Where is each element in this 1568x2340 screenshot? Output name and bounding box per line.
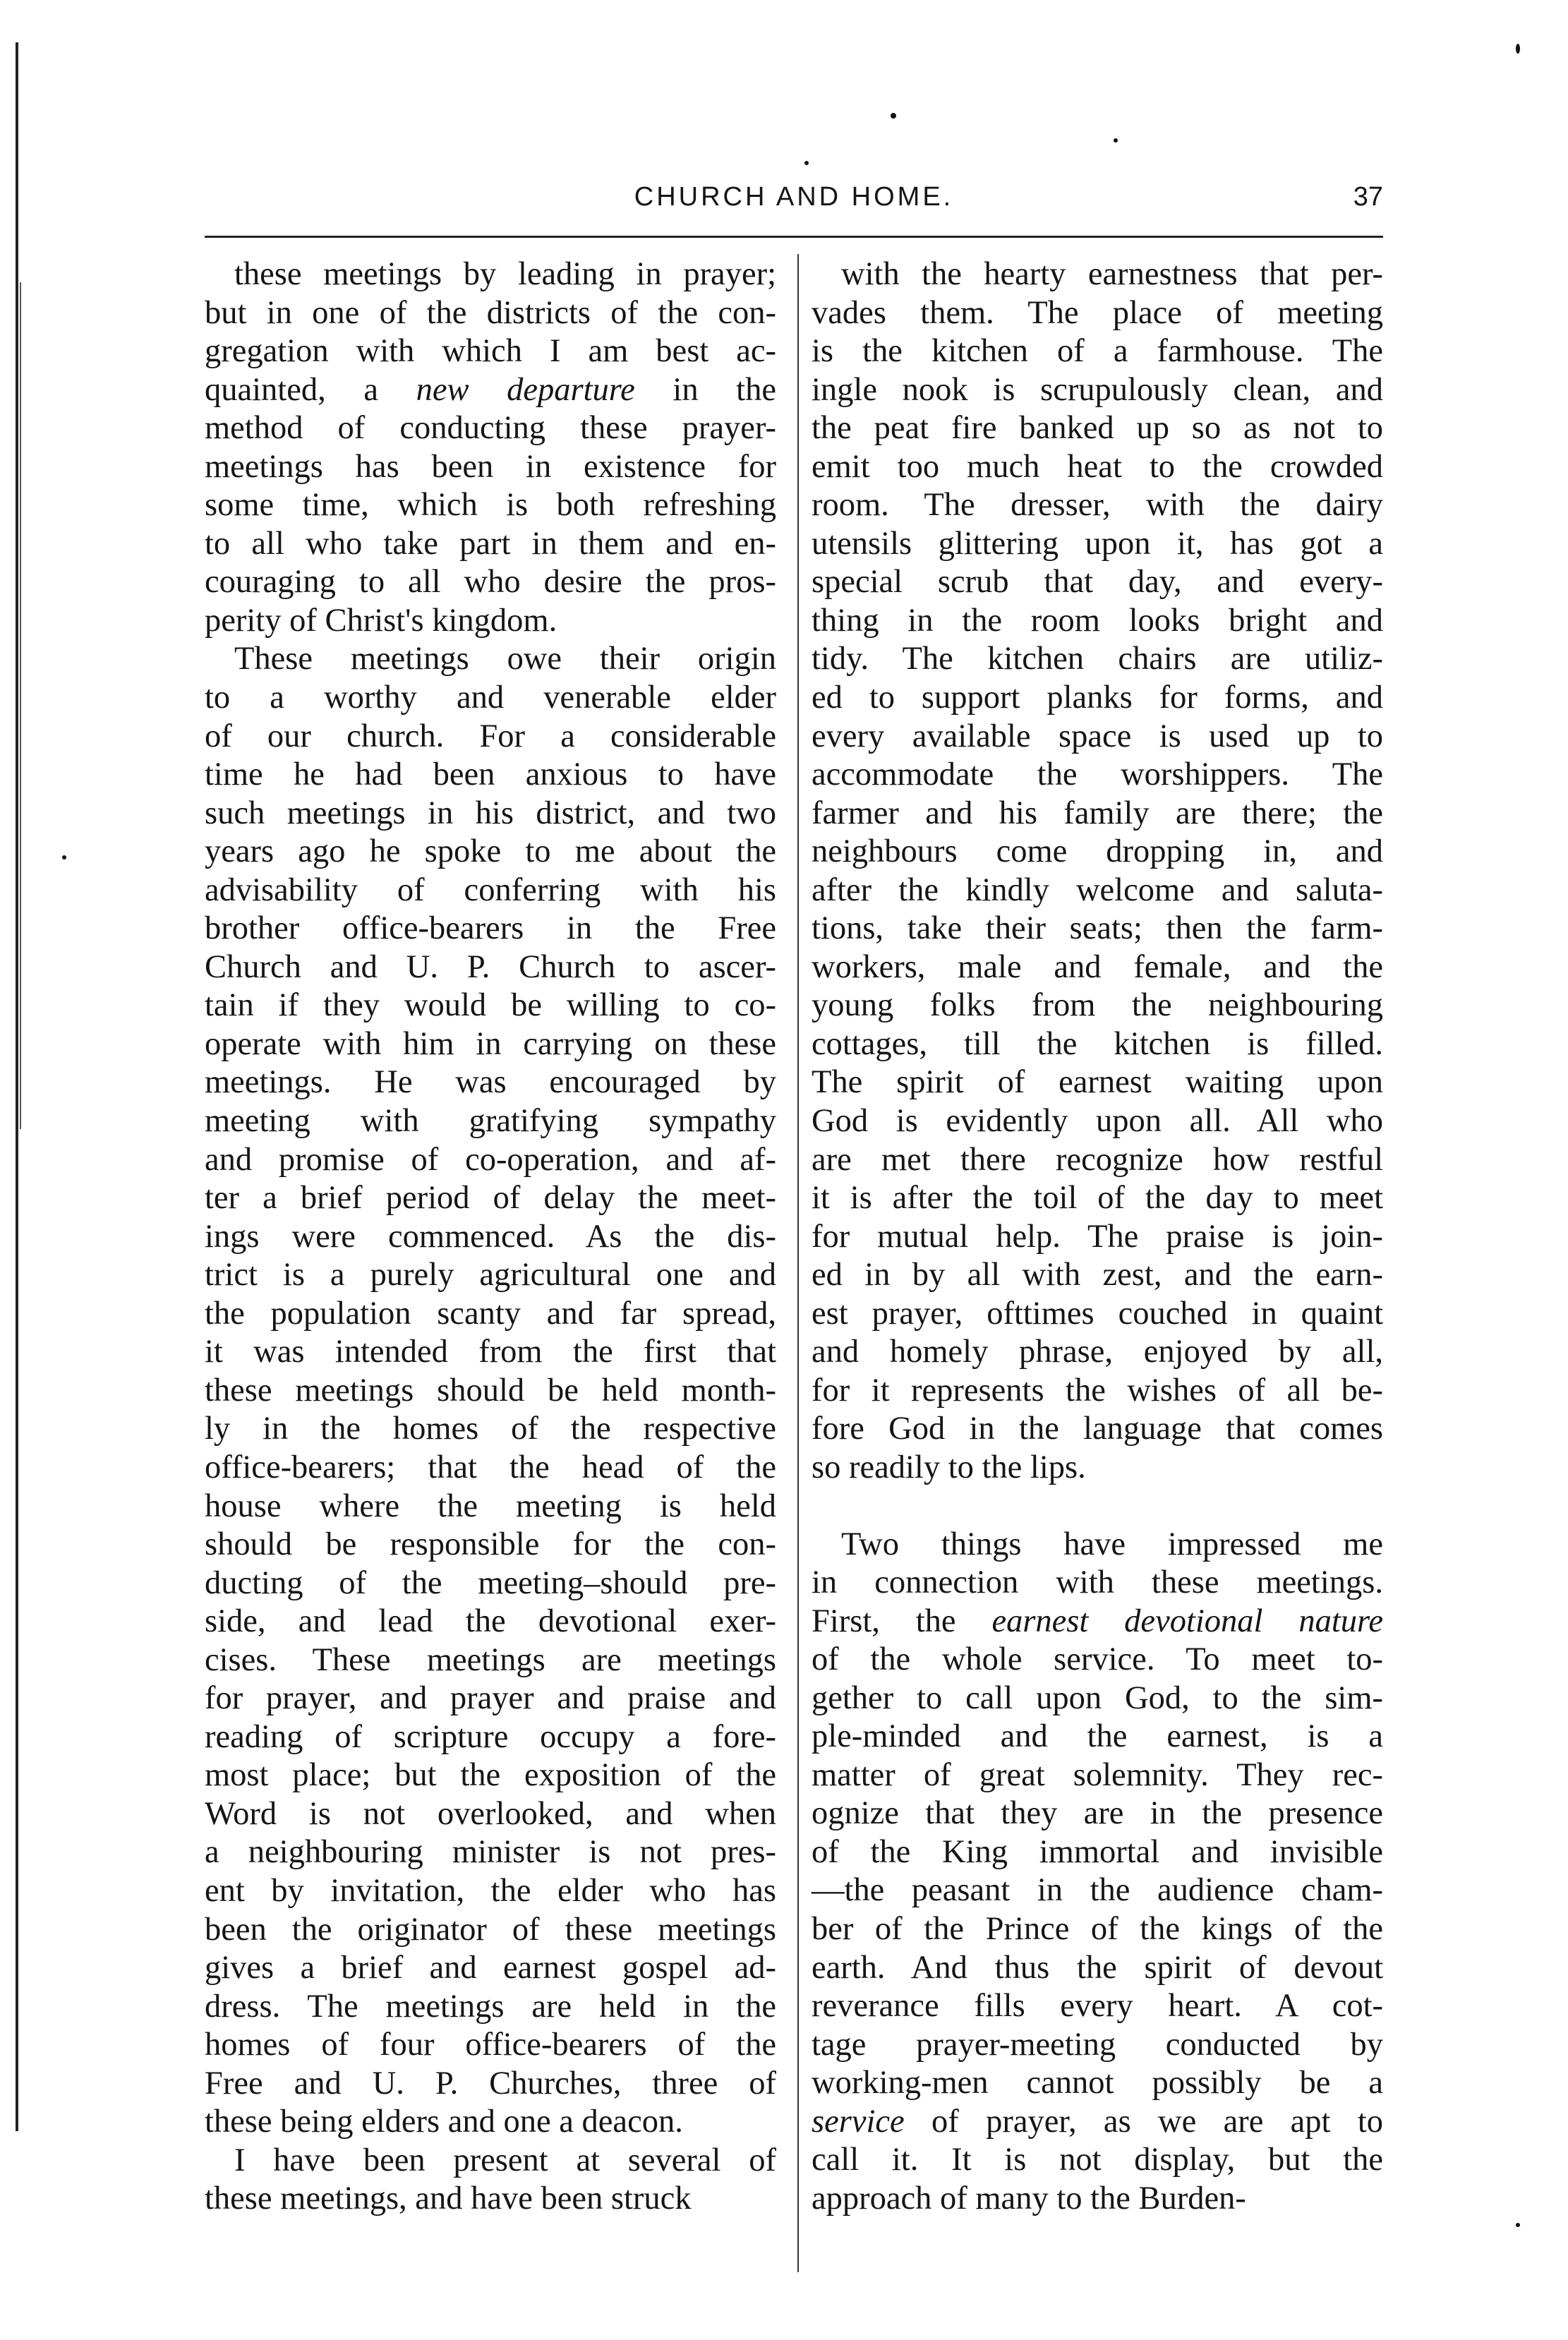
text-line: meetings. He was encouraged by	[205, 1064, 776, 1101]
text-line: est prayer, ofttimes couched in quaint	[812, 1295, 1383, 1332]
text-line: and promise of co-operation, and af-	[205, 1141, 776, 1178]
scan-speck	[1516, 2223, 1520, 2227]
text-line: God is evidently upon all. All who	[812, 1103, 1383, 1140]
scan-speck	[1114, 138, 1118, 143]
text-line: the peat fire banked up so as not to	[812, 410, 1383, 447]
text-line: operate with him in carrying on these	[205, 1025, 776, 1062]
text-line: —the peasant in the audience cham-	[812, 1872, 1383, 1909]
text-line: ed to support planks for forms, and	[812, 680, 1383, 716]
text-line: method of conducting these prayer-	[205, 410, 776, 447]
text-line: The spirit of earnest waiting upon	[812, 1064, 1383, 1101]
text-line: ings were commenced. As the dis-	[205, 1218, 776, 1255]
text-line: These meetings owe their origin	[234, 641, 776, 677]
text-line: gether to call upon God, to the sim-	[812, 1679, 1383, 1716]
text-line: trict is a purely agricultural one and	[205, 1257, 776, 1293]
page-header	[205, 182, 1383, 224]
text-line: special scrub that day, and every-	[812, 564, 1383, 601]
paragraph	[812, 255, 1383, 1488]
text-line: every available space is used up to	[812, 718, 1383, 754]
text-line: earth. And thus the spirit of devout	[812, 1949, 1383, 1986]
text-line: these being elders and one a deacon.	[205, 2104, 683, 2140]
text-line: gregation with which I am best ac-	[205, 333, 776, 370]
text-line: emit too much heat to the crowded	[812, 448, 1383, 485]
text-line: is the kitchen of a farmhouse. The	[812, 333, 1383, 370]
right-column	[812, 255, 1383, 2218]
text-line: to all who take part in them and en-	[205, 525, 776, 562]
text-line: so readily to the lips.	[812, 1449, 1086, 1485]
paragraph-gap	[812, 1488, 1383, 1526]
text-line: and homely phrase, enjoyed by all,	[812, 1334, 1383, 1370]
text-line: tions, take their seats; then the farm-	[812, 910, 1383, 947]
text-line: meetings has been in existence for	[205, 448, 776, 485]
text-line: room. The dresser, with the dairy	[812, 487, 1383, 524]
text-line: reverance fills every heart. A cot-	[812, 1988, 1383, 2025]
text-line: ter a brief period of delay the meet-	[205, 1180, 776, 1217]
text-line: house where the meeting is held	[205, 1488, 776, 1524]
text-line: dress. The meetings are held in the	[205, 1988, 776, 2025]
header-rule	[205, 236, 1383, 238]
text-line: should be responsible for the con-	[205, 1526, 776, 1563]
text-line: ed in by all with zest, and the earn-	[812, 1257, 1383, 1293]
text-line: for it represents the wishes of all be-	[812, 1372, 1383, 1409]
scan-speck	[804, 161, 809, 165]
text-line: are met there recognize how restful	[812, 1141, 1383, 1178]
text-line: after the kindly welcome and saluta-	[812, 872, 1383, 908]
scan-speck	[1516, 44, 1520, 54]
text-line: to a worthy and venerable elder	[205, 680, 776, 716]
paragraph	[812, 1526, 1383, 2219]
text-line: tage prayer-meeting conducted by	[812, 2026, 1383, 2063]
text-line: vades them. The place of meeting	[812, 294, 1383, 331]
text-line: some time, which is both refreshing	[205, 487, 776, 524]
column-divider	[797, 254, 799, 2272]
text-line: Free and U. P. Churches, three of	[205, 2065, 776, 2101]
text-line: for mutual help. The praise is join-	[812, 1218, 1383, 1255]
text-line: of the whole service. To meet to-	[812, 1641, 1383, 1678]
text-line: tain if they would be willing to co-	[205, 987, 776, 1024]
text-line: neighbours come dropping in, and	[812, 833, 1383, 870]
text-line: call it. It is not display, but the	[812, 2142, 1383, 2178]
text-line: meeting with gratifying sympathy	[205, 1103, 776, 1140]
text-line: thing in the room looks bright and	[812, 602, 1383, 639]
text-line: office-bearers; that the head of the	[205, 1449, 776, 1485]
text-line: ple-minded and the earnest, is a	[812, 1718, 1383, 1755]
scan-speck	[62, 855, 66, 860]
text-line: ent by invitation, the elder who has	[205, 1872, 776, 1909]
text-line: approach of many to the Burden-	[812, 2180, 1246, 2217]
text-line: utensils glittering upon it, has got a	[812, 525, 1383, 562]
text-line: reading of scripture occupy a fore-	[205, 1718, 776, 1755]
running-title: CHURCH AND HOME.	[634, 182, 954, 212]
text-line: matter of great solemnity. They rec-	[812, 1756, 1383, 1793]
text-line: Word is not overlooked, and when	[205, 1795, 776, 1832]
text-line: perity of Christ's kingdom.	[205, 602, 557, 639]
text-line: time he had been anxious to have	[205, 756, 776, 793]
text-line: Church and U. P. Church to ascer-	[205, 948, 776, 985]
text-line: cottages, till the kitchen is filled.	[812, 1025, 1383, 1062]
text-line: these meetings by leading in prayer;	[234, 256, 776, 292]
text-line: a neighbouring minister is not pres-	[205, 1834, 776, 1871]
text-line: First, the earnest devotional nature	[812, 1603, 1384, 1639]
paragraph	[205, 640, 776, 2141]
text-line: Two things have impressed me	[841, 1526, 1383, 1562]
text-line: most place; but the exposition of the	[205, 1757, 776, 1794]
text-line: the population scanty and far spread,	[205, 1295, 776, 1332]
text-line: ingle nook is scrupulously clean, and	[812, 371, 1383, 408]
text-line: homes of four office-bearers of the	[205, 2027, 776, 2063]
paragraph	[205, 255, 776, 640]
text-line: years ago he spoke to me about the	[205, 833, 776, 870]
text-line: farmer and his family are there; the	[812, 795, 1383, 831]
text-line: cises. These meetings are meetings	[205, 1641, 776, 1678]
scan-speck	[891, 113, 896, 119]
paragraph	[205, 2142, 776, 2219]
left-column	[205, 255, 776, 2219]
text-line: side, and lead the devotional exer-	[205, 1603, 776, 1640]
text-line: it is after the toil of the day to meet	[812, 1180, 1383, 1217]
text-line: quainted, a new departure in the	[205, 371, 776, 408]
scan-edge-shadow	[16, 42, 18, 2131]
text-line: been the originator of these meetings	[205, 1911, 776, 1948]
text-line: tidy. The kitchen chairs are utiliz-	[812, 641, 1383, 677]
text-line: I have been present at several of	[234, 2142, 776, 2178]
text-line: young folks from the neighbouring	[812, 987, 1383, 1024]
text-line: with the hearty earnestness that per-	[841, 256, 1383, 292]
text-line: advisability of conferring with his	[205, 872, 776, 908]
text-line: ly in the homes of the respective	[205, 1411, 776, 1447]
text-line: ber of the Prince of the kings of the	[812, 1910, 1383, 1947]
text-line: these meetings should be held month-	[205, 1372, 776, 1409]
text-line: of the King immortal and invisible	[812, 1833, 1383, 1870]
text-line: for prayer, and prayer and praise and	[205, 1680, 776, 1717]
text-line: couraging to all who desire the pros-	[205, 564, 776, 601]
text-line: in connection with these meetings.	[812, 1564, 1383, 1601]
text-line: gives a brief and earnest gospel ad-	[205, 1950, 776, 1986]
text-line: of our church. For a considerable	[205, 718, 776, 754]
text-line: workers, male and female, and the	[812, 948, 1383, 985]
page-number: 37	[1353, 182, 1383, 212]
scan-edge-shadow	[20, 282, 21, 1129]
text-line: working-men cannot possibly be a	[812, 2065, 1383, 2101]
text-line: it was intended from the first that	[205, 1334, 776, 1370]
text-line: accommodate the worshippers. The	[812, 756, 1383, 793]
text-line: these meetings, and have been struck	[205, 2181, 692, 2217]
text-line: but in one of the districts of the con-	[205, 294, 776, 331]
text-line: such meetings in his district, and two	[205, 795, 776, 831]
text-line: brother office-bearers in the Free	[205, 910, 776, 947]
text-line: ognize that they are in the presence	[812, 1795, 1383, 1832]
text-line: fore God in the language that comes	[812, 1411, 1383, 1447]
text-line: ducting of the meeting–should pre-	[205, 1564, 776, 1601]
text-line: service of prayer, as we are apt to	[812, 2103, 1383, 2140]
